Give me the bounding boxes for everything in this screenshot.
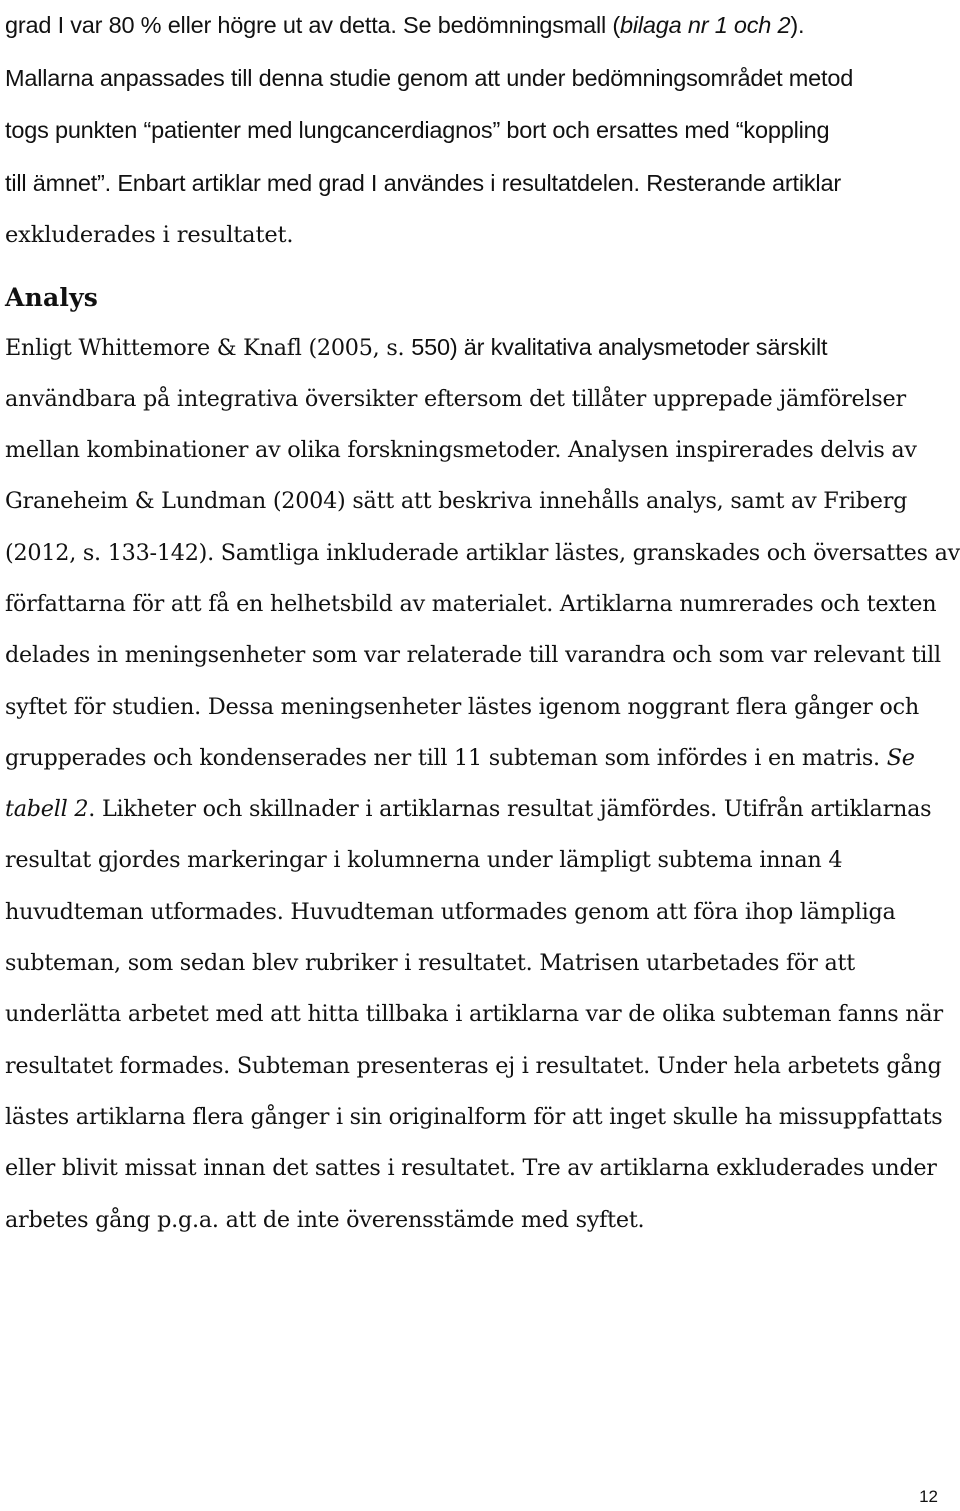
document-page [5, 0, 960, 1246]
text-run: (2012, s. 133-142). Samtliga inkluderade artiklar lästes, granskades och översattes av [5, 539, 960, 566]
text-run: grad I var 80 % eller högre ut av detta. Se bedömningsmall ( [5, 12, 621, 38]
text-run: Se [886, 744, 915, 771]
text-line [5, 53, 950, 106]
text-line [5, 210, 950, 262]
text-line [5, 579, 950, 630]
text-line [5, 528, 960, 579]
text-run: till ämnet”. Enbart artiklar med grad I användes i resultatdelen. Resterande artiklar [5, 169, 841, 196]
text-run: exkluderades i resultatet. [5, 222, 294, 248]
text-run: lästes artiklarna flera gånger i sin originalform för att inget skulle ha missuppfattats [5, 1103, 943, 1130]
text-run: Enligt Whittemore & Knafl (2005, s. [5, 334, 412, 361]
text-run: huvudteman utformades. Huvudteman utformades genom att föra ihop lämpliga [5, 898, 896, 925]
text-run: togs punkten “patienter med lungcancerdiagnos” bort och ersattes med “koppling [5, 117, 830, 143]
text-run: arbetes gång p.g.a. att de inte överensstämde med syftet. [5, 1206, 645, 1233]
text-run: grupperades och kondenserades ner till 11 subteman som infördes i en matris. [5, 744, 887, 771]
text-run: bilaga nr 1 och 2 [620, 12, 791, 38]
text-line [5, 682, 950, 733]
text-run: mellan kombinationer av olika forskningsmetoder. Analysen inspirerades delvis av [5, 437, 917, 464]
text-line [5, 835, 950, 886]
text-line [5, 476, 950, 527]
text-line [5, 1092, 950, 1143]
text-line [5, 425, 950, 476]
text-line [5, 1143, 950, 1194]
text-run: Mallarna anpassades till denna studie genom att under bedömningsområdet metod [5, 64, 854, 91]
text-run: resultatet formades. Subteman presenteras ej i resultatet. Under hela arbetets gång [5, 1052, 942, 1079]
text-run: delades in meningsenheter som var relaterade till varandra och som var relevant till [5, 642, 941, 669]
text-line [5, 733, 950, 784]
text-line [5, 374, 950, 425]
text-run: användbara på integrativa översikter eftersom det tillåter upprepade jämförelser [5, 385, 906, 412]
analysis-paragraph [5, 322, 960, 1246]
text-line [5, 1041, 950, 1092]
text-line [5, 105, 950, 158]
text-run: underlätta arbetet med att hitta tillbaka i artiklarna var de olika subteman fanns när [5, 1001, 943, 1028]
page-number: 12 [919, 1487, 938, 1506]
text-run: subteman, som sedan blev rubriker i resultatet. Matrisen utarbetades för att [5, 950, 855, 977]
text-line [5, 0, 950, 53]
text-run: ). [790, 12, 805, 38]
text-line [5, 938, 950, 989]
text-run: författarna för att få en helhetsbild av materialet. Artiklarna numrerades och texten [5, 590, 937, 617]
text-line [5, 887, 950, 938]
intro-paragraph [5, 0, 950, 262]
section-heading: Analys [5, 282, 99, 312]
text-run: . Likheter och skillnader i artiklarnas resultat jämfördes. Utifrån artiklarnas [88, 796, 932, 823]
text-line [5, 784, 950, 835]
text-line [5, 989, 950, 1040]
text-line [5, 158, 950, 211]
text-run: syftet för studien. Dessa meningsenheter lästes igenom noggrant flera gånger och [5, 693, 919, 720]
text-run: Graneheim & Lundman (2004) sätt att beskriva innehålls analys, samt av Friberg [5, 488, 908, 515]
text-run: eller blivit missat innan det sattes i resultatet. Tre av artiklarna exkluderades under [5, 1155, 937, 1182]
text-line [5, 1195, 950, 1246]
text-run: tabell 2 [5, 796, 89, 823]
text-line [5, 630, 950, 681]
text-line [5, 322, 950, 374]
text-run: 550) är kvalitativa analysmetoder särskilt [411, 333, 828, 360]
text-run: resultat gjordes markeringar i kolumnerna under lämpligt subtema innan 4 [5, 847, 843, 874]
